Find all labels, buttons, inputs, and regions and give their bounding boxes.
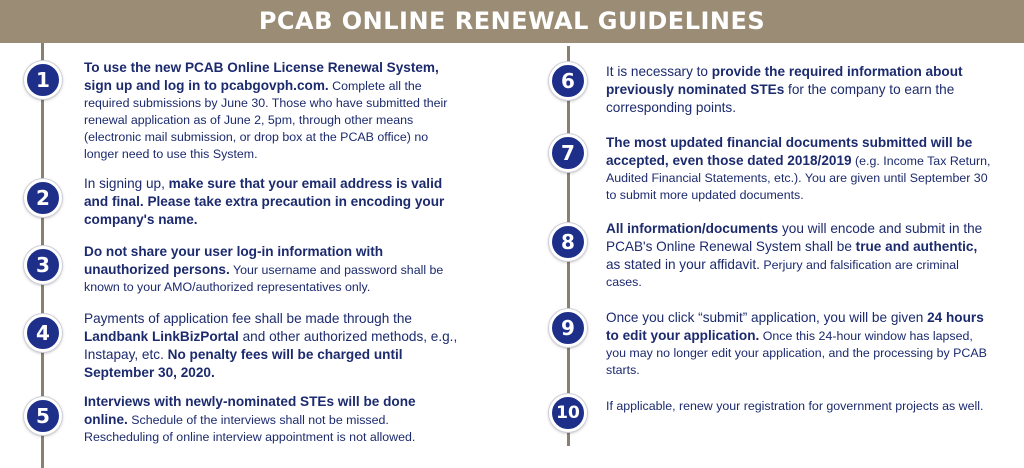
guideline-emphasis: Interviews with newly-nominated STEs will be done online. <box>84 394 416 427</box>
step-number-badge: 6 <box>549 62 587 100</box>
guideline-text: as stated in your affidavit. <box>606 257 760 272</box>
guideline-text: you will encode and submit in the PCAB's Online Renewal System shall be <box>606 221 983 254</box>
guideline-emphasis: 24 hours to edit your application. <box>606 310 984 343</box>
guideline-text: In signing up, <box>84 176 169 191</box>
guideline-item-5 <box>84 393 454 446</box>
step-number-badge: 9 <box>549 309 587 347</box>
guideline-item-4 <box>84 310 464 382</box>
guideline-emphasis: provide the required information about previously nominated STEs <box>606 64 963 97</box>
guideline-item-1 <box>84 59 464 163</box>
guideline-text: Perjury and falsification are criminal cases. <box>606 258 959 289</box>
guideline-item-8 <box>606 220 991 291</box>
guideline-emphasis: make sure that your email address is valid and final. Please take extra precaution in encoding your company's name. <box>84 176 445 227</box>
guideline-text: Once this 24-hour window has lapsed, you may no longer edit your application, and the processing by PCAB starts. <box>606 329 987 377</box>
step-number-badge: 4 <box>24 314 62 352</box>
guideline-text: Your username and password shall be known to your AMO/authorized representatives only. <box>84 263 444 294</box>
guideline-item-3 <box>84 243 464 296</box>
step-number-badge: 5 <box>24 397 62 435</box>
guideline-text: (e.g. Income Tax Return, Audited Financial Statements, etc.). You are given until September 30 to submit more updated documents. <box>606 154 991 202</box>
step-number-badge: 3 <box>24 246 62 284</box>
guideline-emphasis: true and authentic, <box>855 239 978 254</box>
guideline-item-2 <box>84 175 469 229</box>
guideline-item-10 <box>606 398 986 415</box>
step-number-badge: 1 <box>24 61 62 99</box>
guideline-emphasis: The most updated financial documents submitted will be accepted, even those dated 2018/2019 <box>606 135 973 168</box>
guideline-emphasis: Do not share your user log-in information with unauthorized persons. <box>84 244 384 277</box>
step-number-badge: 2 <box>24 179 62 217</box>
guideline-item-9 <box>606 309 996 379</box>
guideline-text: for the company to earn the corresponding points. <box>606 82 955 115</box>
guideline-text: Complete all the required submissions by June 30. Those who have submitted their renewal application as of June 2, 5pm, through other means (electronic mail submission, or drop box at the PCAB office) no longer need to use this System. <box>84 79 448 161</box>
guideline-text: and other authorized methods, e.g., Instapay, etc. <box>84 329 458 362</box>
page-title: PCAB ONLINE RENEWAL GUIDELINES <box>0 0 1024 43</box>
guideline-emphasis: All information/documents <box>606 221 779 236</box>
guideline-item-7 <box>606 134 996 204</box>
guideline-text: Payments of application fee shall be made through the <box>84 311 412 326</box>
guideline-text: It is necessary to <box>606 64 712 79</box>
guideline-text: Schedule of the interviews shall not be missed. Rescheduling of online interview appointment is not allowed. <box>84 413 416 444</box>
guideline-emphasis: Landbank LinkBizPortal <box>84 329 239 344</box>
guideline-text: If applicable, renew your registration for government projects as well. <box>606 399 984 413</box>
guideline-emphasis: To use the new PCAB Online License Renewal System, sign up and log in to pcabgovph.com. <box>84 60 439 93</box>
step-number-badge: 8 <box>549 223 587 261</box>
guideline-text: Once you click “submit” application, you will be given <box>606 310 928 325</box>
guideline-item-6 <box>606 63 996 117</box>
step-number-badge: 7 <box>549 134 587 172</box>
guideline-emphasis: No penalty fees will be charged until September 30, 2020. <box>84 347 403 380</box>
step-number-badge: 10 <box>549 394 587 432</box>
